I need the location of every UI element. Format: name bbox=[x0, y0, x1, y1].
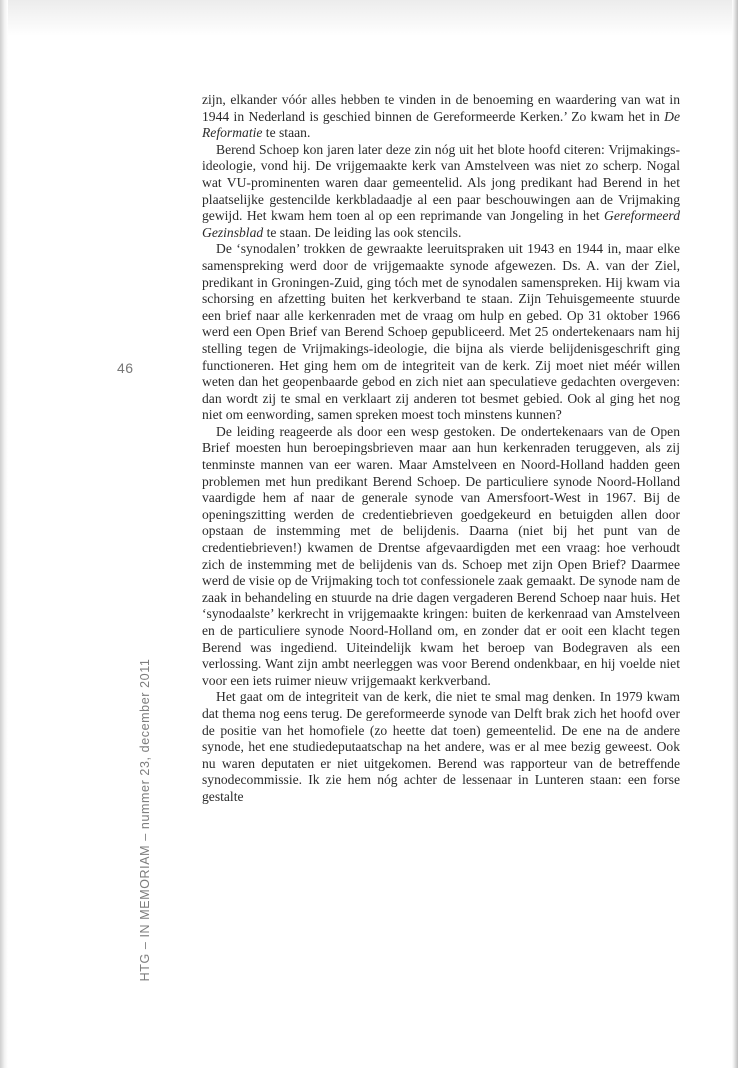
page-edge-right bbox=[732, 0, 738, 1068]
paragraph-2-text: Berend Schoep kon jaren later deze zin nóg uit het blote hoofd citeren: Vrijmakings-ideologie, vond hij. De vrijgemaakte kerk van Amstelveen was niet zo scherp. Nogal wat VU-prominenten waren daar gemeentelid. Als jong predikant had Berend in het plaatselijke gestencilde kerkbladaadje al een paar beschouwingen aan de Vrijmaking gewijd. Het kwam hem toen al op een reprimande van Jongeling in het bbox=[202, 141, 680, 224]
paragraph-1-text: zijn, elkander vóór alles hebben te vinden in de benoeming en waardering van wat in 1944 in Nederland is geschied binnen de Gereformeerde Kerken.’ Zo kwam het in bbox=[202, 92, 680, 124]
paragraph-4 bbox=[202, 424, 680, 690]
page-number: 46 bbox=[117, 360, 134, 376]
page-edge-left bbox=[0, 0, 8, 1068]
article-body bbox=[202, 92, 680, 806]
paragraph-5-text: Het gaat om de integriteit van de kerk, die niet te smal mag denken. In 1979 kwam dat thema nog eens terug. De gereformeerde synode van Delft brak zich het hoofd over de positie van het homofiele (zo heette dat toen) gemeentelid. De ene na de andere synode, het ene studiedeputaatschap na het andere, was er al mee bezig geweest. Ook nu waren deputaten er niet uitgekomen. Berend was rapporteur van de betreffende synodecommissie. Ik zie hem nóg achter de lessenaar in Lunteren staan: een forse gestalte bbox=[202, 689, 680, 804]
paragraph-1 bbox=[202, 92, 680, 142]
paragraph-3 bbox=[202, 241, 680, 424]
paragraph-4-text: De leiding reageerde als door een wesp gestoken. De ondertekenaars van de Open Brief moesten hun beroepingsbrieven maar aan hun kerkenraden teruggeven, als zij tenminste mannen van eer waren. Maar Amstelveen en Noord-Holland hadden geen problemen met hun predikant Berend Schoep. De particuliere synode Noord-Holland vaardigde hem af naar de generale synode van Amersfoort-West in 1967. Bij de openingszitting werden de credentiebrieven goedgekeurd en betuigden allen door opstaan de instemming met de belijdenis. Daarna (niet bij het punt van de credentiebrieven!) kwamen de Drentse afgevaardigden met een vraag: hoe verhoudt zich de instemming met de belijdenis van ds. Schoep met zijn Open Brief? Daarmee werd de visie op de Vrijmaking toch tot confessionele zaak gemaakt. De synode nam de zaak in behandeling en stuurde na drie dagen vergaderen Berend Schoep naar huis. Het ‘synodaalste’ kerkrecht in vrijgemaakte kringen: buiten de kerkenraad van Amstelveen en de particuliere synode Noord-Holland om, en zonder dat er ooit een klacht tegen Berend was ingediend. Uiteindelijk kwam het beroep van Bodegraven als een verlossing. Want zijn ambt neerleggen was voor Berend ondenkbaar, en hij voelde niet voor een iets ruimer nieuw vrijgemaakt kerkverband. bbox=[202, 423, 680, 688]
paragraph-1-italic: De Reformatie bbox=[202, 108, 680, 141]
paragraph-2-tail: te staan. De leiding las ook stencils. bbox=[263, 224, 462, 240]
paragraph-5 bbox=[202, 689, 680, 805]
running-footer-text: HTG – IN MEMORIAM – nummer 23, december 2011 bbox=[138, 658, 152, 982]
paragraph-3-text: De ‘synodalen’ trokken de gewraakte leeruitspraken uit 1943 en 1944 in, maar elke samenspreking werd door de vrijgemaakte synode afgewezen. Ds. A. van der Ziel, predikant in Groningen-Zuid, ging tóch met de synodalen samenspreken. Hij kwam via schorsing en afzetting buiten het kerkverband te staan. Zijn Tehuisgemeente stuurde een brief naar alle kerkenraden met de vraag om hulp en gebed. Op 31 oktober 1966 werd een Open Brief van Berend Schoep gepubliceerd. Met 25 ondertekenaars nam hij stelling tegen de Vrijmakings-ideologie, die bijna als vierde belijdenisgeschrift ging functioneren. Het ging hem om de integriteit van de kerk. Zij moet niet méér willen weten dan het geopenbaarde gebod en zich niet aan speculatieve gedachten overgeven: dan wordt zij te smal en verklaart zij anderen tot besmet gebied. Ook al ging het nog niet om eenwording, samen spreken moest toch minstens kunnen? bbox=[202, 241, 680, 423]
paragraph-2-italic: Gereformeerd Gezinsblad bbox=[202, 208, 680, 240]
page-edge-top bbox=[0, 0, 738, 36]
paragraph-2 bbox=[202, 142, 680, 242]
paragraph-1-tail: te staan. bbox=[262, 125, 311, 141]
